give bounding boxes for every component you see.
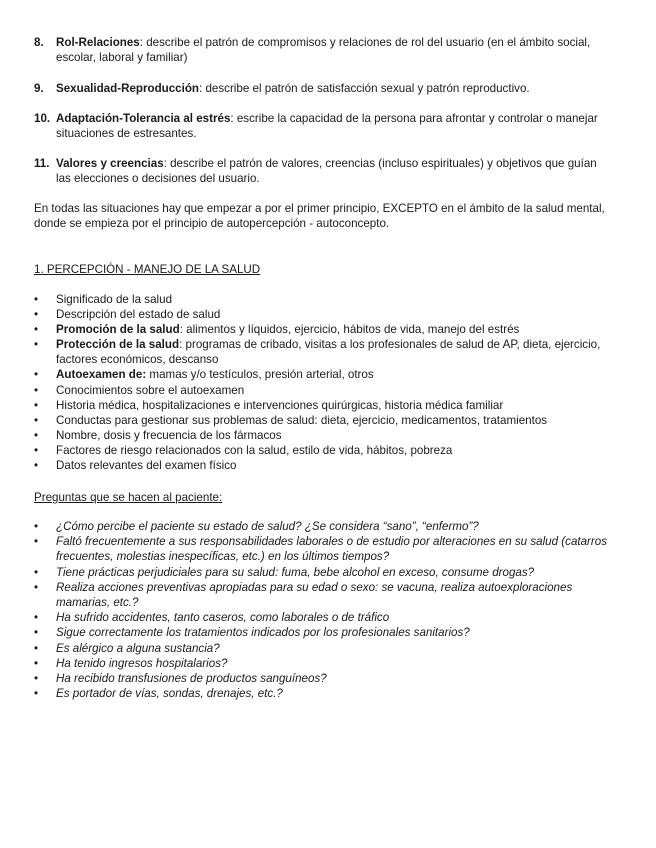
list-item-text: : alimentos y líquidos, ejercicio, hábitos de vida, manejo del estrés <box>179 323 520 337</box>
bullet-icon: • <box>34 428 39 442</box>
bullet-icon: • <box>34 641 39 655</box>
bullet-icon: • <box>34 323 39 337</box>
question-text: Ha sufrido accidentes, tanto caseros, como laborales o de tráfico <box>56 611 390 625</box>
question-item <box>34 580 614 610</box>
numbered-item-9 <box>34 82 614 97</box>
question-text: Es portador de vías, sondas, drenajes, etc.? <box>56 687 283 701</box>
list-item <box>34 413 614 428</box>
list-item <box>34 337 614 367</box>
bullet-icon: • <box>34 459 39 473</box>
bullet-icon: • <box>34 520 39 533</box>
question-item <box>34 686 614 701</box>
numbered-item-10 <box>34 112 614 141</box>
list-item-text: : programas de cribado, visitas a los profesionales de salud de AP, dieta, ejercicio, factores económicos, descanso <box>56 338 601 367</box>
bullet-icon: • <box>34 308 39 322</box>
question-text: Faltó frecuentemente a sus responsabilidades laborales o de estudio por alteraciones en su salud (catarros frecuentes, molestias inespecíficas, etc.) en los últimos tiempos? <box>56 535 608 564</box>
list-item-text: Datos relevantes del examen físico <box>56 459 237 473</box>
section-title: 1. PERCEPCIÓN - MANEJO DE LA SALUD <box>34 263 261 276</box>
question-text: ¿Cómo percibe el paciente su estado de salud? ¿Se considera “sano”, “enfermo”? <box>56 520 479 533</box>
question-item <box>34 519 614 534</box>
list-item-text: Conocimientos sobre el autoexamen <box>56 383 245 397</box>
numbered-item-11 <box>34 157 614 186</box>
numbered-item-8 <box>34 36 614 65</box>
question-item <box>34 534 614 564</box>
question-item <box>34 625 614 640</box>
bullet-icon: • <box>34 443 39 457</box>
item-description: : describe el patrón de satisfacción sexual y patrón reproductivo. <box>199 82 530 95</box>
item-number: 8. <box>34 36 44 49</box>
list-item <box>34 443 614 458</box>
list-item <box>34 307 614 322</box>
list-item-text: mamas y/o testículos, presión arterial, otros <box>146 368 374 382</box>
item-description: : escribe la capacidad de la persona para afrontar y controlar o manejar situaciones de estresantes. <box>56 112 598 140</box>
list-item-bold: Promoción de la salud <box>56 323 180 337</box>
list-item-bold: Protección de la salud <box>56 338 180 352</box>
list-item <box>34 458 614 473</box>
question-item <box>34 565 614 580</box>
item-number: 11. <box>34 157 50 170</box>
question-item <box>34 671 614 686</box>
bullet-icon: • <box>34 413 39 427</box>
list-item-text: Factores de riesgo relacionados con la salud, estilo de vida, hábitos, pobreza <box>56 443 453 457</box>
health-perception-list <box>34 292 614 473</box>
bullet-icon: • <box>34 580 39 594</box>
item-term: Rol-Relaciones <box>56 36 140 49</box>
list-item <box>34 292 614 307</box>
question-text: Tiene prácticas perjudiciales para su salud: fuma, bebe alcohol en exceso, consume drogas? <box>56 565 535 579</box>
question-text: Sigue correctamente los tratamientos indicados por los profesionales sanitarios? <box>56 626 470 640</box>
list-item-text: Nombre, dosis y frecuencia de los fármacos <box>56 428 282 442</box>
item-term: Sexualidad-Reproducción <box>56 82 200 95</box>
bullet-icon: • <box>34 565 39 579</box>
item-number: 10. <box>34 112 51 125</box>
item-term: Adaptación-Tolerancia al estrés <box>56 112 231 125</box>
list-item <box>34 383 614 398</box>
item-description: : describe el patrón de valores, creencias (incluso espirituales) y objetivos que guían las elecciones o decisiones del usuario. <box>56 157 597 185</box>
list-item <box>34 322 614 337</box>
item-description: : describe el patrón de compromisos y relaciones de rol del usuario (en el ámbito social, escolar, laboral y familiar) <box>56 36 591 64</box>
bullet-icon: • <box>34 611 39 625</box>
list-item-text: Descripción del estado de salud <box>56 308 221 322</box>
bullet-icon: • <box>34 398 39 412</box>
question-item <box>34 656 614 671</box>
question-text: Es alérgico a alguna sustancia? <box>56 641 220 655</box>
bullet-icon: • <box>34 293 39 306</box>
intro-paragraph: En todas las situaciones hay que empezar a por el primer principio, EXCEPTO en el ámbito de la salud mental, donde se empieza por el principio de autopercepción - autoconcepto. <box>34 202 605 230</box>
bullet-icon: • <box>34 535 39 549</box>
question-text: Ha tenido ingresos hospitalarios? <box>56 656 228 670</box>
question-text: Realiza acciones preventivas apropiadas para su edad o sexo: se vacuna, realiza autoexploraciones mamarias, etc.? <box>56 580 573 610</box>
question-text: Ha recibido transfusiones de productos sanguíneos? <box>56 672 327 686</box>
list-item-text: Conductas para gestionar sus problemas de salud: dieta, ejercicio, medicamentos, tratamientos <box>56 413 548 427</box>
item-term: Valores y creencias <box>56 157 164 170</box>
bullet-icon: • <box>34 626 39 640</box>
bullet-icon: • <box>34 672 39 686</box>
list-item <box>34 367 614 382</box>
list-item-text: Significado de la salud <box>56 293 173 306</box>
questions-list <box>34 519 614 701</box>
questions-title: Preguntas que se hacen al paciente: <box>34 491 223 504</box>
bullet-icon: • <box>34 368 39 382</box>
question-item <box>34 641 614 656</box>
list-item-bold: Autoexamen de: <box>56 368 147 382</box>
bullet-icon: • <box>34 383 39 397</box>
list-item-text: Historia médica, hospitalizaciones e intervenciones quirúrgicas, historia médica familiar <box>56 398 504 412</box>
bullet-icon: • <box>34 338 39 352</box>
list-item <box>34 398 614 413</box>
bullet-icon: • <box>34 687 39 701</box>
question-item <box>34 610 614 625</box>
list-item <box>34 428 614 443</box>
bullet-icon: • <box>34 656 39 670</box>
item-number: 9. <box>34 82 44 95</box>
